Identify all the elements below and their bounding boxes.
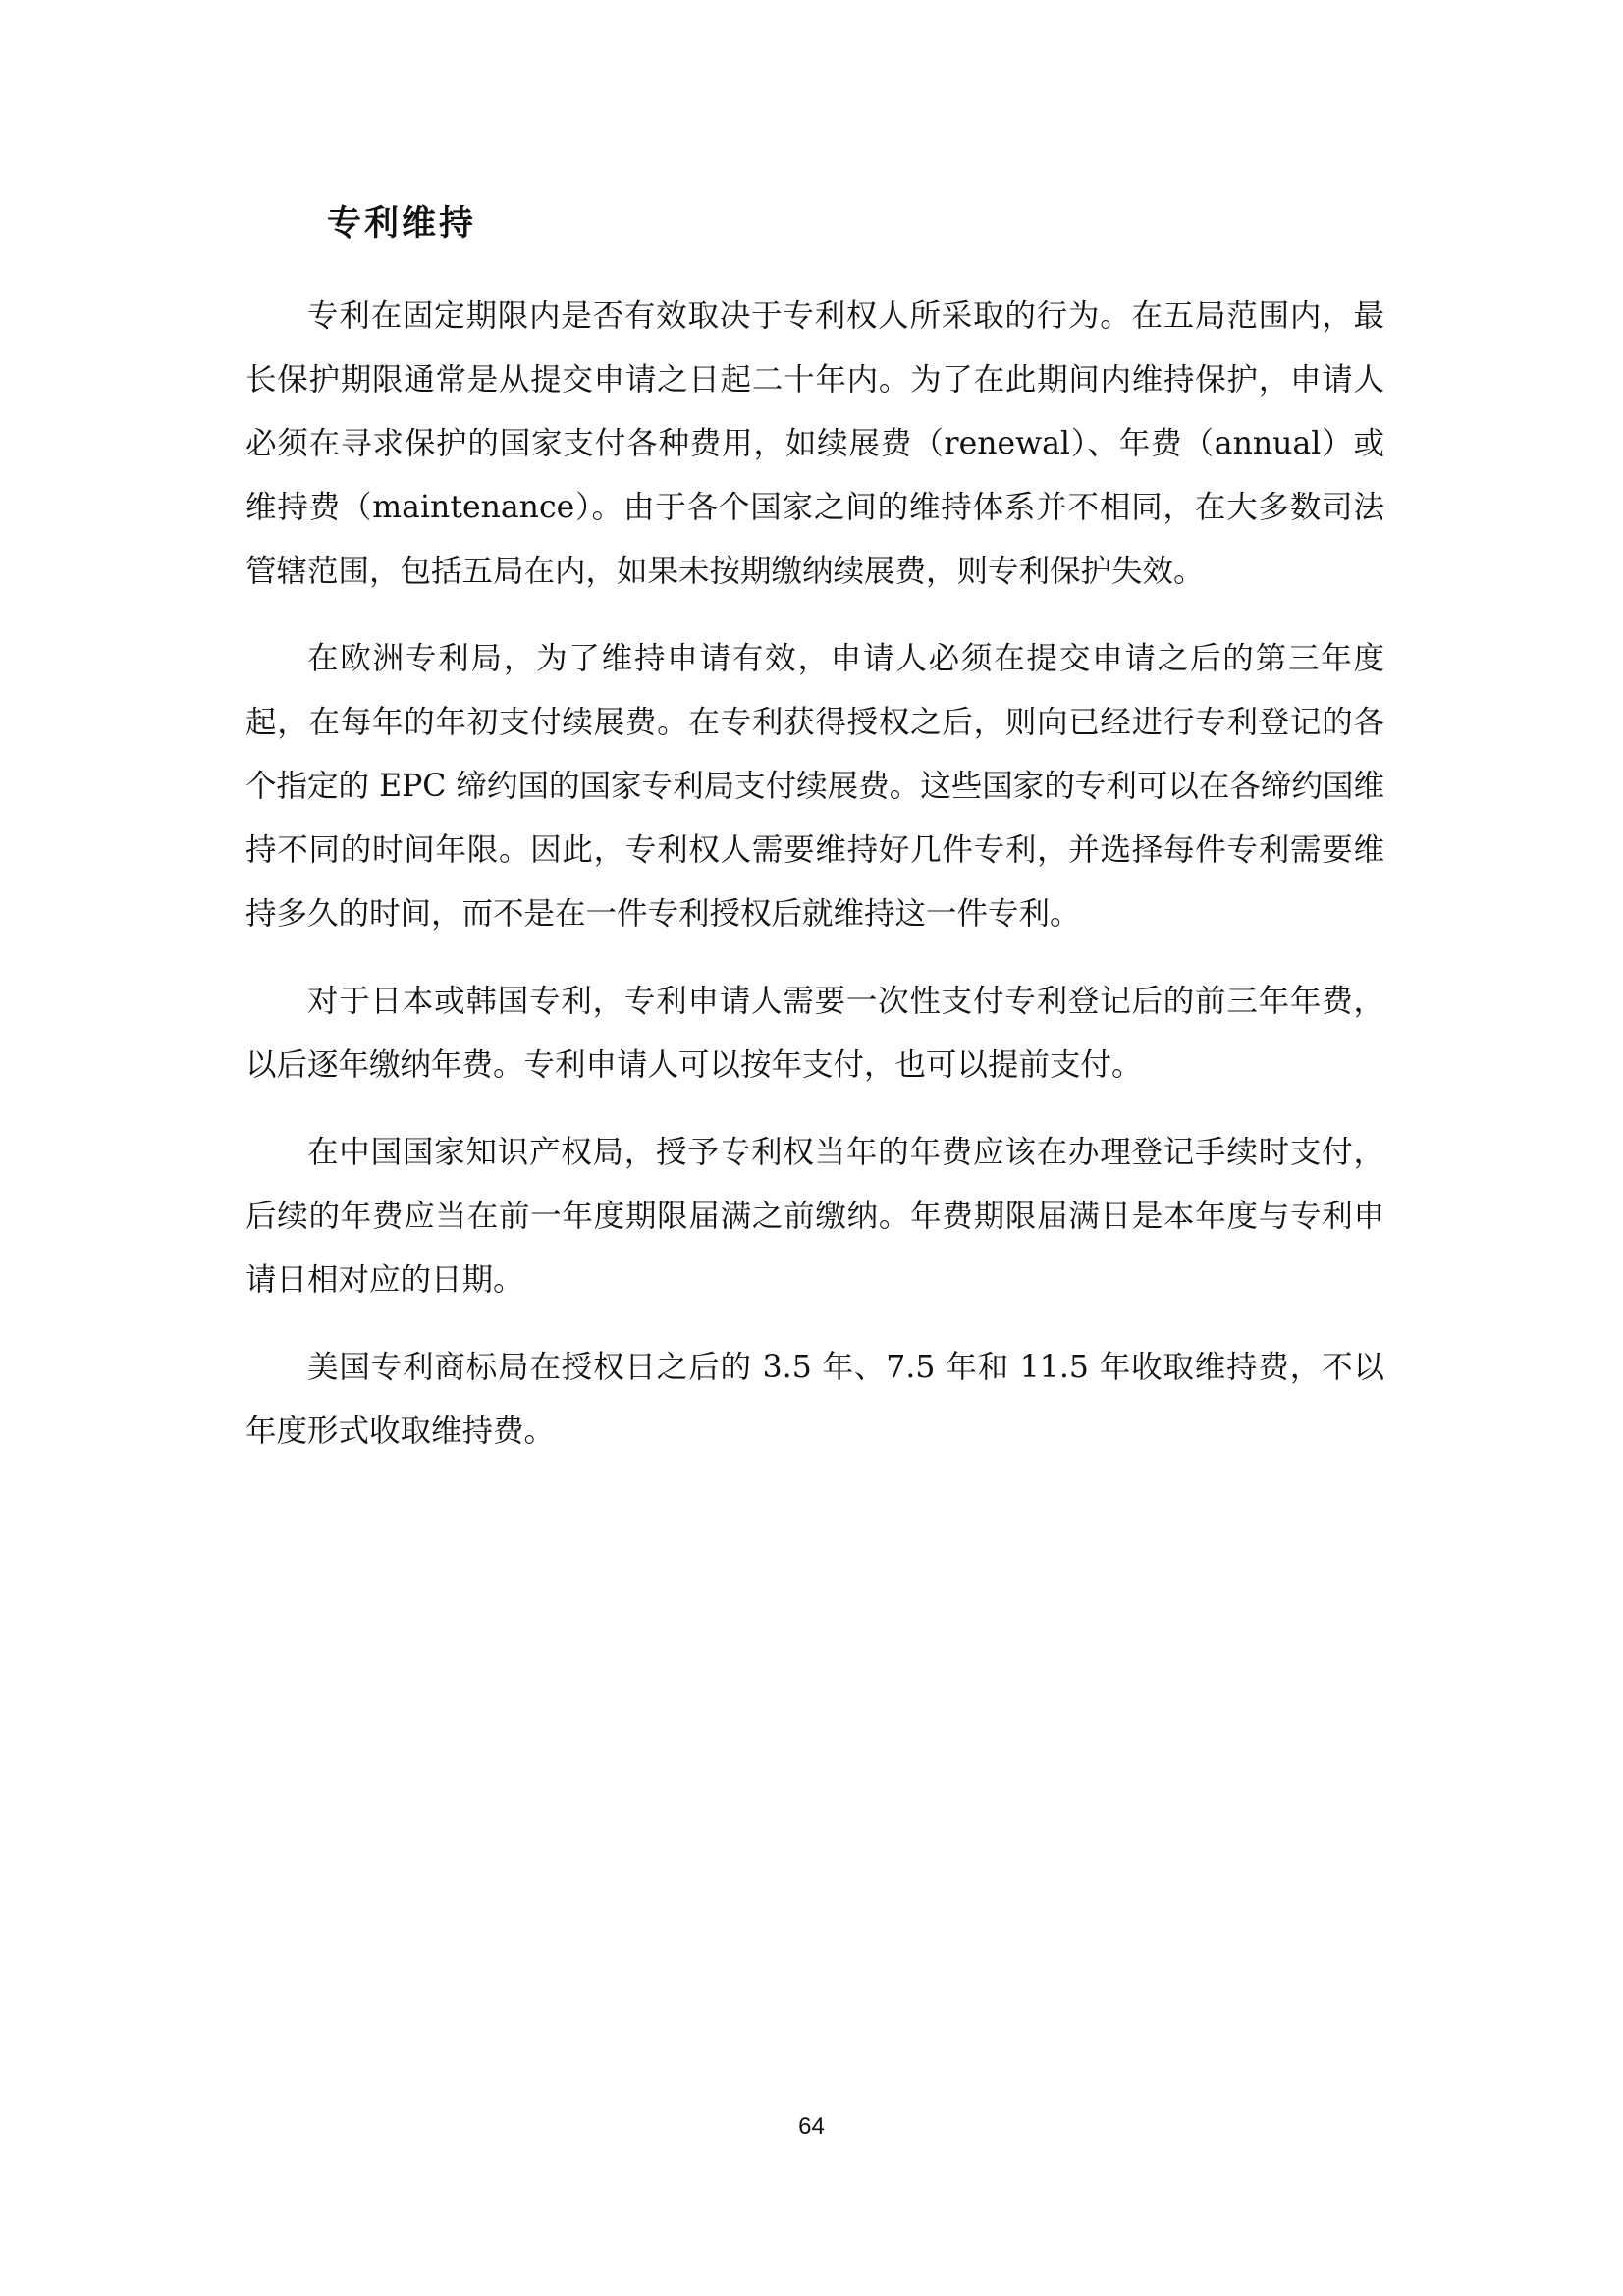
- paragraph-cnipa: 在中国国家知识产权局，授予专利权当年的年费应该在办理登记手续时支付，后续的年费应当在前一年度期限届满之前缴纳。年费期限届满日是本年度与专利申请日相对应的日期。: [245, 1135, 1384, 1298]
- paragraph-maintenance-overview: 专利在固定期限内是否有效取决于专利权人所采取的行为。在五局范围内，最长保护期限通常是从提交申请之日起二十年内。为了在此期间内维持保护，申请人必须在寻求保护的国家支付各种费用，如续展费（renewal）、年费（annual）或维持费（maintenance）。由于各个国家之间的维持体系并不相同，在大多数司法管辖范围，包括五局在内，如果未按期缴纳续展费，则专利保护失效。: [245, 298, 1384, 589]
- paragraph-epo: 在欧洲专利局，为了维持申请有效，申请人必须在提交申请之后的第三年度起，在每年的年初支付续展费。在专利获得授权之后，则向已经进行专利登记的各个指定的 EPC 缔约国的国家专利局支付续展费。这些国家的专利可以在各缔约国维持不同的时间年限。因此，专利权人需要维持好几件专利，并选择每件专利需要维持多久的时间，而不是在一件专利授权后就维持这一件专利。: [245, 641, 1384, 932]
- section-heading: 专利维持: [327, 204, 477, 243]
- body-text: [245, 285, 1384, 1487]
- page-number: 64: [798, 2113, 825, 2140]
- paragraph-uspto: 美国专利商标局在授权日之后的 3.5 年、7.5 年和 11.5 年收取维持费，不以年度形式收取维持费。: [245, 1350, 1384, 1449]
- paragraph-jpo-kipo: 对于日本或韩国专利，专利申请人需要一次性支付专利登记后的前三年年费，以后逐年缴纳年费。专利申请人可以按年支付，也可以提前支付。: [245, 984, 1384, 1083]
